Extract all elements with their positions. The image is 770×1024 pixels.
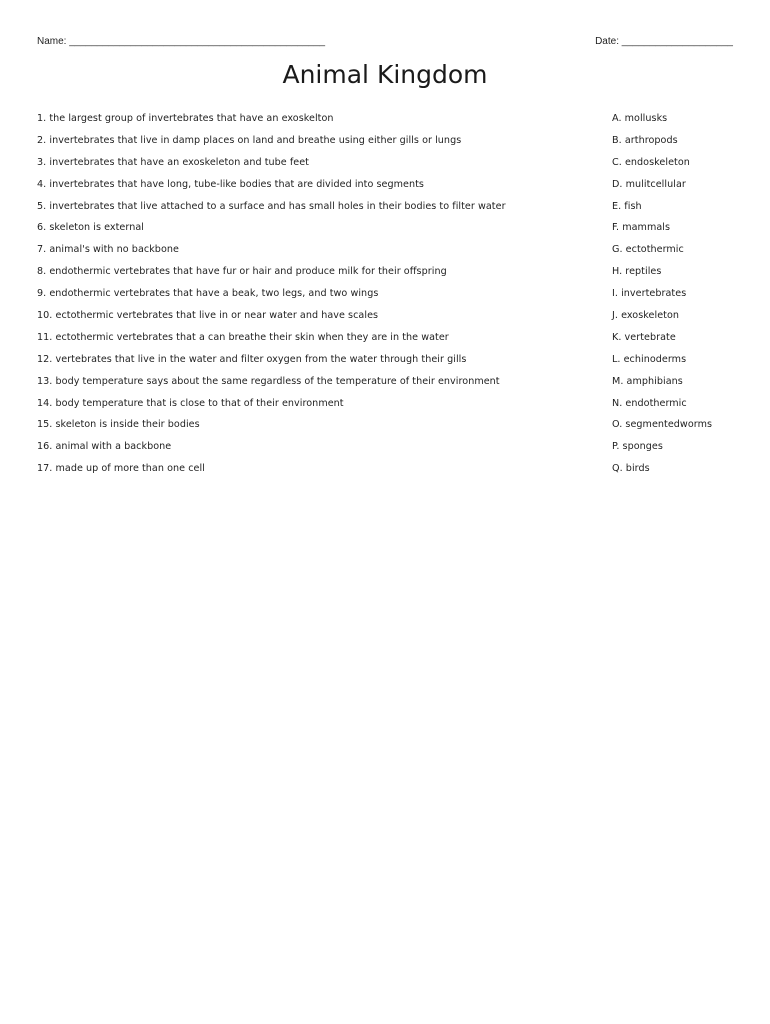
question-item: 9. endothermic vertebrates that have a beak, two legs, and two wings <box>37 288 379 300</box>
answer-item: M. amphibians <box>612 375 683 387</box>
answer-item: P. sponges <box>612 441 663 453</box>
question-item: 8. endothermic vertebrates that have fur or hair and produce milk for their offspring <box>37 266 447 278</box>
name-field: Name: ______________________________________________ <box>37 36 326 47</box>
question-item: 12. vertebrates that live in the water and filter oxygen from the water through their gills <box>37 353 467 365</box>
question-item: 6. skeleton is external <box>37 222 144 234</box>
question-item: 7. animal's with no backbone <box>37 244 179 256</box>
answer-item: E. fish <box>612 200 642 212</box>
question-item: 14. body temperature that is close to that of their environment <box>37 397 344 409</box>
answer-item: L. echinoderms <box>612 353 687 365</box>
question-item: 3. invertebrates that have an exoskeleton and tube feet <box>37 156 309 168</box>
question-item: 10. ectothermic vertebrates that live in or near water and have scales <box>37 310 379 322</box>
page-title: Animal Kingdom <box>282 60 488 89</box>
answer-item: O. segmentedworms <box>612 419 713 431</box>
answer-list <box>612 112 762 484</box>
answer-item: C. endoskeleton <box>612 156 690 168</box>
answer-item: H. reptiles <box>612 266 662 278</box>
question-item: 4. invertebrates that have long, tube-like bodies that are divided into segments <box>37 178 424 190</box>
answer-item: G. ectothermic <box>612 244 684 256</box>
answer-item: J. exoskeleton <box>612 310 680 322</box>
question-item: 13. body temperature says about the same regardless of the temperature of their environment <box>37 375 500 387</box>
answer-item: Q. birds <box>612 463 650 475</box>
answer-item: D. mulitcellular <box>612 178 686 190</box>
question-list <box>37 112 597 484</box>
question-item: 16. animal with a backbone <box>37 441 172 453</box>
question-item: 5. invertebrates that live attached to a surface and has small holes in their bodies to filter water <box>37 200 506 212</box>
date-field: Date: ____________________ <box>595 36 733 47</box>
answer-item: K. vertebrate <box>612 331 676 343</box>
answer-item: A. mollusks <box>612 113 668 124</box>
question-item: 2. invertebrates that live in damp places on land and breathe using either gills or lungs <box>37 134 462 146</box>
answer-item: I. invertebrates <box>612 288 687 300</box>
answer-item: N. endothermic <box>612 397 687 409</box>
answer-item: B. arthropods <box>612 134 678 146</box>
question-item: 15. skeleton is inside their bodies <box>37 419 200 431</box>
question-item: 11. ectothermic vertebrates that a can breathe their skin when they are in the water <box>37 331 449 343</box>
question-item: 1. the largest group of invertebrates that have an exoskelton <box>37 113 334 124</box>
question-item: 17. made up of more than one cell <box>37 463 205 475</box>
answer-item: F. mammals <box>612 222 671 234</box>
